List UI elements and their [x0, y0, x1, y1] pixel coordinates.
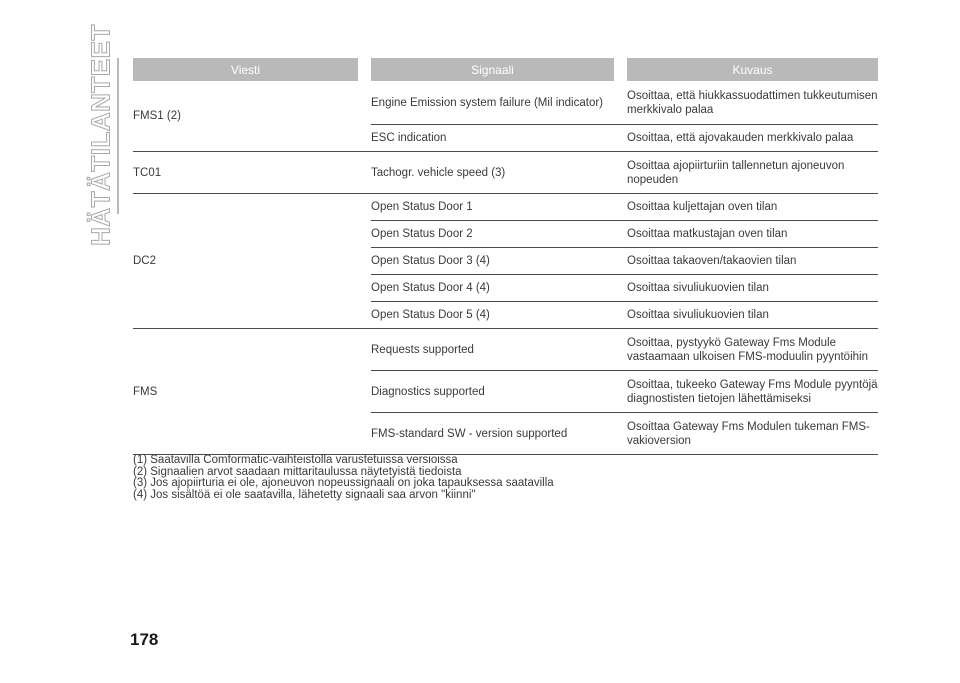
description-cell: Osoittaa, että ajovakauden merkkivalo palaa: [627, 132, 854, 144]
group-name: FMS: [133, 385, 158, 398]
table-row: [371, 329, 878, 371]
signal-cell: Open Status Door 1: [371, 201, 473, 213]
table-row: [371, 81, 878, 125]
group-fms: [133, 329, 878, 455]
chapter-divider: [117, 58, 119, 214]
description-cell: Osoittaa, tukeeko Gateway Fms Module pyyntöjä diagnostisten tietojen lähettämiseksi: [627, 378, 878, 405]
signal-cell: Open Status Door 4 (4): [371, 282, 490, 294]
signal-table: [133, 58, 878, 455]
description-cell: Osoittaa kuljettajan oven tilan: [627, 201, 778, 213]
group-name: DC2: [133, 255, 157, 267]
signal-cell: Open Status Door 5 (4): [371, 309, 490, 321]
description-cell: Osoittaa matkustajan oven tilan: [627, 228, 788, 240]
footnotes: [133, 455, 554, 501]
table-row: [371, 152, 878, 193]
signal-cell: Tachogr. vehicle speed (3): [371, 166, 506, 179]
description-cell: Osoittaa Gateway Fms Modulen tukeman FMS-vakioversion: [627, 420, 870, 447]
description-cell: Osoittaa, että hiukkassuodattimen tukkeutumisen merkkivalo palaa: [627, 89, 878, 116]
chapter-title: [85, 24, 116, 246]
description-cell: Osoittaa takaoven/takaovien tilan: [627, 255, 797, 267]
description-cell: Osoittaa, pystyykö Gateway Fms Module vastaamaan ulkoisen FMS-moduulin pyyntöihin: [627, 336, 868, 363]
signal-cell: Open Status Door 3 (4): [371, 255, 490, 267]
table-row: [371, 371, 878, 413]
footnote: (4) Jos sisältöä ei ole saatavilla, lähetetty signaali saa arvon "kiinni": [133, 488, 476, 501]
table-row: [371, 413, 878, 454]
chapter-title-text: HÄTÄTILANTEET: [85, 24, 116, 246]
description-cell: Osoittaa sivuliukuovien tilan: [627, 282, 769, 294]
header-message: Viesti: [133, 58, 358, 81]
table-row: [371, 248, 878, 275]
group-fms1: [133, 81, 878, 152]
group-dc2: [133, 194, 878, 329]
signal-cell: Diagnostics supported: [371, 385, 485, 398]
header-signal: Signaali: [371, 58, 614, 81]
signal-cell: Requests supported: [371, 343, 474, 356]
table-row: [371, 221, 878, 248]
description-cell: Osoittaa sivuliukuovien tilan: [627, 309, 769, 321]
signal-cell: FMS-standard SW - version supported: [371, 427, 568, 440]
footnote: (3) Jos ajopiirturia ei ole, ajoneuvon nopeussignaali on joka tapauksessa saatavilla: [133, 477, 554, 489]
footnote: (1) Saatavilla Comformatic-vaihteistolla varustetuissa versioissa: [133, 454, 458, 466]
table-header: [133, 58, 878, 81]
signal-cell: Open Status Door 2: [371, 228, 473, 240]
group-name: FMS1 (2): [133, 110, 181, 122]
page-number: 178: [130, 630, 159, 649]
table-row: [371, 275, 878, 302]
table-row: [371, 125, 878, 151]
table-row: [371, 302, 878, 328]
group-tc01: [133, 152, 878, 194]
group-name: TC01: [133, 166, 162, 179]
header-description: Kuvaus: [627, 58, 878, 81]
signal-cell: Engine Emission system failure (Mil indicator): [371, 96, 603, 109]
description-cell: Osoittaa ajopiirturiin tallennetun ajoneuvon nopeuden: [627, 159, 845, 186]
table-row: [371, 194, 878, 221]
signal-cell: ESC indication: [371, 132, 447, 144]
footnote: (2) Signaalien arvot saadaan mittaritaulussa näytetyistä tiedoista: [133, 465, 462, 478]
